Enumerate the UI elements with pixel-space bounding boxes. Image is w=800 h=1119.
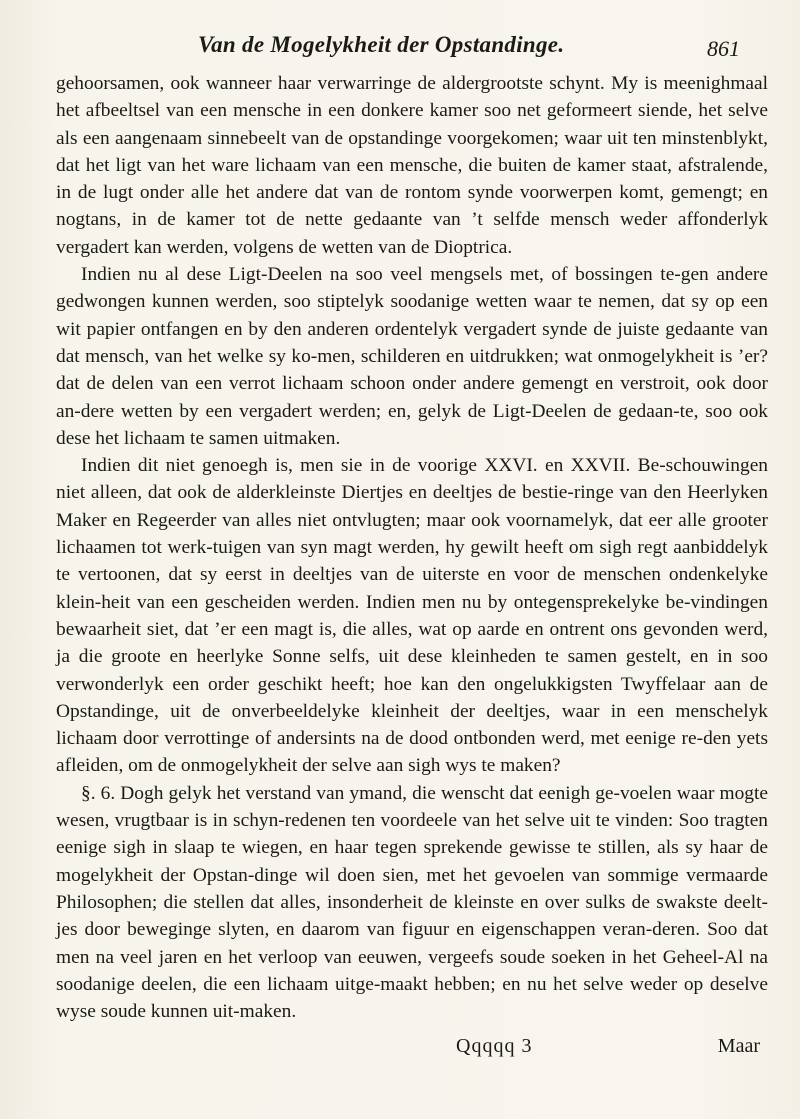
page-header [110, 22, 770, 62]
catchword: Maar [717, 1035, 760, 1057]
page-number: 861 [707, 36, 740, 61]
page-footer [56, 1035, 768, 1065]
running-title: Van de Mogelykheit der Opstandinge. [198, 32, 565, 57]
paragraph-2: Indien nu al dese Ligt-Deelen na soo veel mengsels met, of bossingen te-gen andere gedwongen kunnen werden, soo stiptelyk soodanige wetten waar te nemen, dat sy op een wit papier ontfangen en by den anderen ordentelyk vergadert synde de juiste gedaante van dat mensch, van het welke sy ko-men, schilderen en uitdrukken; wat onmogelykheit is ’er? dat de delen van een verrot lichaam schoon onder andere gemengt en verstroit, ook door an-dere wetten by een vergadert werden; en, gelyk de Ligt-Deelen de gedaan-te, soo ook dese het lichaam te samen uitmaken. [56, 264, 768, 449]
body-text [56, 70, 768, 1025]
signature-mark: Qqqqq 3 [456, 1035, 533, 1057]
paragraph-3: Indien dit niet genoegh is, men sie in de voorige XXVI. en XXVII. Be-schouwingen niet alleen, dat ook de alderkleinste Diertjes en deeltjes de bestie-ringe van den Heerlyken Maker en Regeerder van alles niet ontvlugten; maar ook voornamelyk, dat eer alle grooter lichaamen tot werk-tuigen van syn magt werden, hy gewilt heeft om sigh regt aanbiddelyk te vertoonen, dat sy eerst in deeltjes van de uiterste en voor de menschen ondenkelyke klein-heit van een gescheiden werden. Indien men nu by ontegensprekelyke be-vindingen bewaarheit siet, dat ’er een magt is, die alles, wat op aarde en ontrent ons gevonden werd, ja die groote en heerlyke Sonne selfs, uit dese kleinheden te samen gestelt, en in soo verwonderlyk een order geschikt heeft; hoe kan den ongelukkigsten Twyffelaar aan de Opstandinge, uit de onverbeeldelyke kleinheit der deeltjes, waar in een menschelyk lichaam door verrottinge of andersints na de dood ontbonden werd, met eenige re-den yets afleiden, om de onmogelykheit der selve aan sigh wys te maken? [56, 455, 768, 777]
paragraph-1: gehoorsamen, ook wanneer haar verwarringe de aldergrootste schynt. My is meenighmaal het afbeeltsel van een mensche in een donkere kamer soo net geformeert siende, het selve als een aangenaam sinnebeelt van de opstandinge voorgekomen; waar uit ten minstenblykt, dat het ligt van het ware lichaam van een mensche, die buiten de kamer staat, afstralende, in de lugt onder alle het andere dat van de rontom synde voorwerpen komt, gemengt; en nogtans, in de kamer tot de nette gedaante van ’t selfde mensch weder affonderlyk vergadert kan werden, volgens de wetten van de Dioptrica. [56, 73, 768, 258]
paragraph-4: §. 6. Dogh gelyk het verstand van ymand, die wenscht dat eenigh ge-voelen waar mogte wesen, vrugtbaar is in schyn-redenen ten voordeele van het selve uit te vinden: Soo tragten eenige sigh in slaap te wiegen, en haar tegen sprekende gewisse te stillen, als sy haar de mogelykheit der Opstan-dinge wil doen sien, met het gevoelen van sommige vermaarde Philosophen; die stellen dat alles, insonderheit de kleinste en over sulks de swakste deelt-jes door beweginge slyten, en daarom van figuur en eigenschappen veran-deren. Soo dat men na veel jaren en het verloop van eeuwen, vergeefs soude soeken in het Geheel-Al na soodanige deelen, die een lichaam uitge-maakt hebben; en nu het selve weder op deselve wyse soude kunnen uit-maken. [56, 782, 768, 1023]
